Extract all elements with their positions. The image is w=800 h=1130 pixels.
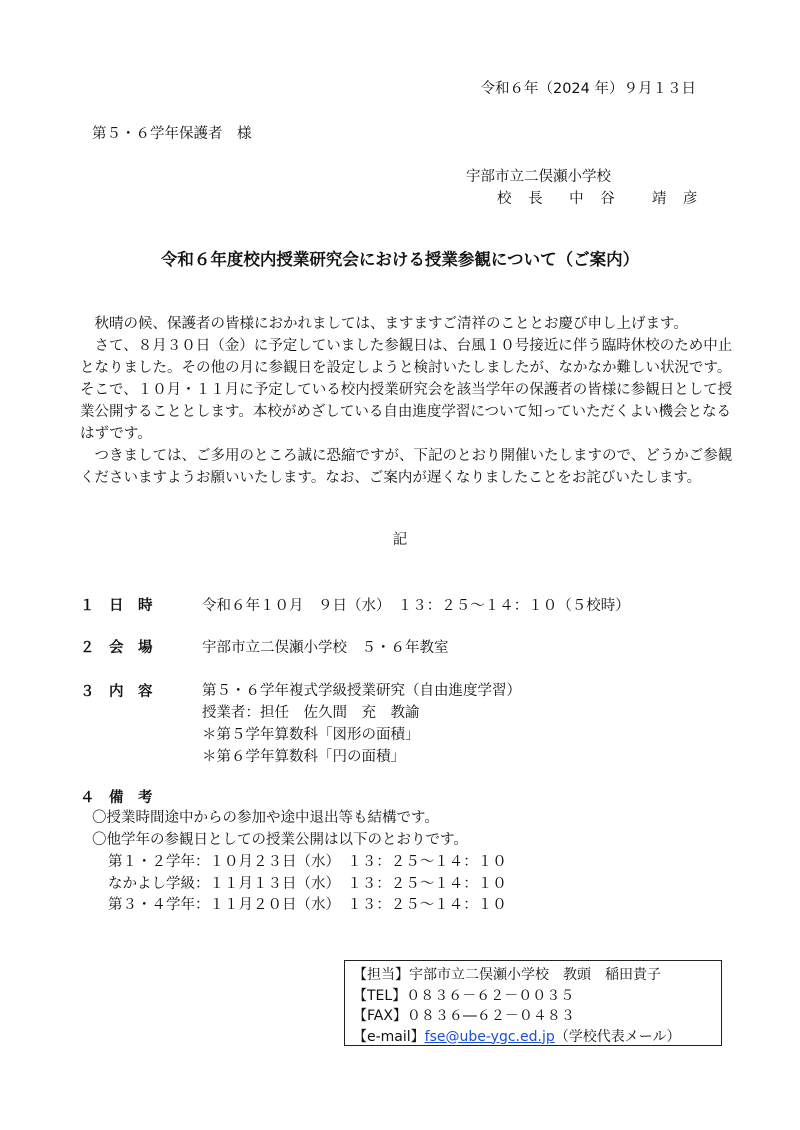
contact-fax: 【FAX】０８３６―６２－０４８３	[353, 1008, 575, 1024]
content-line: 第５・６学年複式学級授業研究（自由進度学習）	[202, 683, 521, 699]
content-line: ＊第６学年算数科「円の面積」	[202, 749, 405, 765]
email-note: （学校代表メール）	[554, 1028, 681, 1045]
recipient: 第５・６学年保護者 様	[92, 126, 252, 142]
schedule-row: なかよし学級：１１月１３日（水） １３：２５～１４：１０	[108, 875, 507, 892]
request-paragraph: つきましては、ご多用のところ誠に恐縮ですが、下記のとおり開催いたしますので、どうかご参観くださいますようお願いいたします。なお、ご案内が遅くなりましたことをお詫びいたします。	[80, 448, 733, 486]
sender-principal: 校 長 中 谷 靖 彦	[497, 191, 704, 207]
item-content-value	[202, 680, 521, 768]
document-date: 令和６年（2024 年）９月１３日	[480, 81, 696, 97]
contact-person: 【担当】宇部市立二俣瀬小学校 教頭 稲田貴子	[353, 967, 661, 983]
note-line: 〇他学年の参観日としての授業公開は以下のとおりです。	[92, 831, 468, 848]
email-label: 【e-mail】	[353, 1028, 425, 1045]
item-venue-value: 宇部市立二俣瀬小学校 ５・６年教室	[202, 640, 449, 656]
content-line: 授業者：担任 佐久間 充 教諭	[202, 705, 420, 721]
schedule-row: 第３・４学年：１１月２０日（水） １３：２５～１４：１０	[108, 897, 507, 913]
document-title: 令和６年度校内授業研究会における授業参観について（ご案内）	[160, 250, 640, 269]
item-venue-label: ２ 会 場	[80, 640, 153, 656]
schedule-list	[108, 852, 507, 917]
content-line: ＊第５学年算数科「図形の面積」	[202, 727, 420, 743]
contact-email-row	[353, 1027, 721, 1048]
schedule-row: 第１・２学年：１０月２３日（水） １３：２５～１４：１０	[108, 854, 507, 870]
contact-tel: 【TEL】０８３６－６２－００３５	[353, 987, 575, 1004]
greeting-paragraph: 秋晴の候、保護者の皆様におかれましては、ますますご清祥のこととお慶び申し上げます。	[94, 316, 688, 332]
body-text	[80, 313, 740, 489]
remarks-notes	[92, 808, 468, 851]
explanation-paragraph: さて、８月３０日（金）に予定していました参観日は、台風１０号接近に伴う臨時休校のため中止となりました。その他の月に参観日を設定しようと検討いたしましたが、なかなか難しい状況です。そこで、１０月・１１月に予定している校内授業研究会を該当学年の保護者の皆様に参観日として授業公開することとします。本校がめざしている自由進度学習について知っていただくよい機会となるはずです。	[80, 338, 733, 442]
item-datetime-value: 令和６年１０月 ９日（水） １３：２５～１４：１０（５校時）	[202, 598, 630, 614]
email-link[interactable]: fse@ube-ygc.ed.jp	[424, 1028, 555, 1045]
contact-box	[344, 960, 722, 1046]
item-remarks-label: ４ 備 考	[80, 790, 153, 806]
note-line: 〇授業時間途中からの参加や途中退出等も結構です。	[92, 810, 439, 826]
item-content-label: ３ 内 容	[80, 684, 153, 700]
ki-heading: 記	[392, 532, 408, 548]
item-datetime-label: １ 日 時	[80, 598, 153, 614]
sender-school: 宇部市立二俣瀬小学校	[466, 169, 611, 185]
